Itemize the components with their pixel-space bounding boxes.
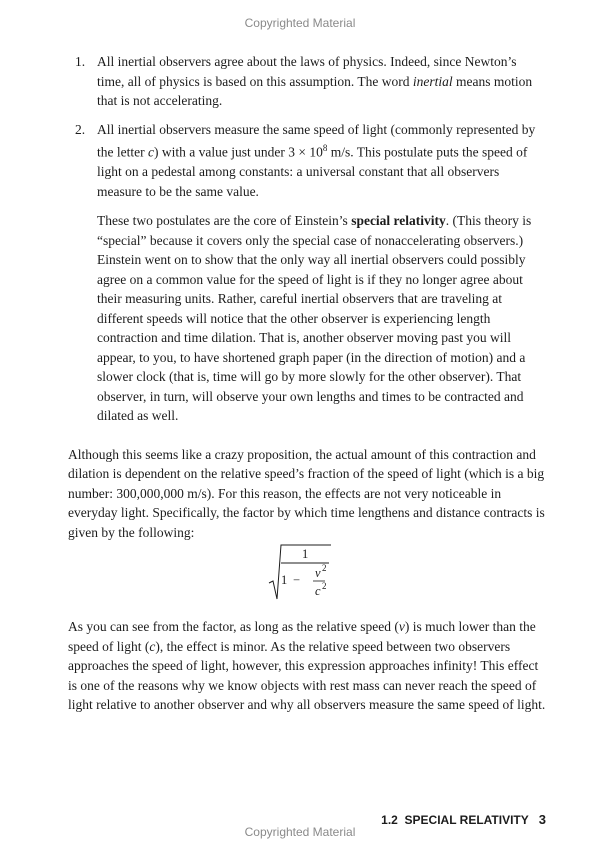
formula-one: 1 — [281, 573, 288, 587]
variable-c: c — [149, 638, 156, 654]
formula-c-exponent: 2 — [322, 581, 327, 591]
exponent: 8 — [322, 143, 328, 153]
copyright-watermark-top: Copyrighted Material — [244, 16, 356, 30]
body-paragraph: As you can see from the factor, as long as the relative speed (v) is much lower than the speed of light (c), the effect is minor. As the relative speed between two observers approaches the speed of light, however, this expression approaches infinity! This effect is one of the reasons why we know objects with rest mass can never reach the speed of light relative to another observer and why all observers measure the same speed of light. — [68, 619, 546, 712]
page-content — [68, 52, 546, 715]
emphasis: inertial — [412, 73, 453, 89]
variable-v: v — [398, 619, 405, 634]
formula-v-exponent: 2 — [322, 563, 327, 573]
special-relativity-paragraph: These two postulates are the core of Einstein’s special relativity. (This theory is “special” because it covers only the special case of nonaccelerating observers.) Einstein went on to show that the only way all inertial observers could possibly agree on a common value for the speed of light is if they no longer agree about their measuring units. Rather, careful inertial observers that are traveling at different speeds will notice that the other observer is experiencing length contraction and time dilation. That is, another observer moving past you will appear, to you, to have shortened graph paper (in the direction of motion) and a slower clock (that is, time will go by more slowly for the other observer). That observer, in turn, will observe your own lengths and times to be contracted and dilated as well. — [97, 213, 532, 423]
lorentz-factor-formula — [267, 543, 347, 603]
formula-v: v — [315, 566, 321, 580]
running-section-title: 1.2 SPECIAL RELATIVITY — [381, 813, 529, 827]
list-item — [68, 52, 546, 111]
list-number: 2. — [75, 121, 86, 137]
formula-numerator: 1 — [302, 547, 309, 561]
formula-minus: − — [293, 573, 301, 587]
postulate-list — [68, 52, 546, 426]
list-number: 1. — [75, 54, 86, 69]
copyright-watermark-bottom: Copyrighted Material — [244, 825, 356, 839]
page-number: 3 — [538, 812, 546, 827]
variable-c: c — [147, 144, 154, 160]
postulate-text: All inertial observers measure the same speed of light (commonly represented by the letter c) with a value just under $3 \times 10^8$ m/s. This postulate puts the speed of light on a pedestal among constants: a universal constant that all observers measure to be the same value. — [97, 121, 536, 199]
body-paragraph: Although this seems like a crazy proposition, the actual amount of this contraction and dilation is dependent on the relative speed’s fraction of the speed of light (which is a big number: 300,000,000 m/s). For this reason, the effects are not very noticeable in everyday light. Specifically, the factor by which time lengthens and distance contracts is given by the following: — [68, 446, 545, 540]
list-item — [68, 120, 546, 426]
postulate-text: All inertial observers agree about the laws of physics. Indeed, since Newton’s time, all of physics is based on this assumption. The word inertial means motion that is not accelerating. — [97, 54, 533, 108]
formula-c: c — [315, 584, 321, 598]
bold-term: special relativity — [351, 213, 446, 228]
